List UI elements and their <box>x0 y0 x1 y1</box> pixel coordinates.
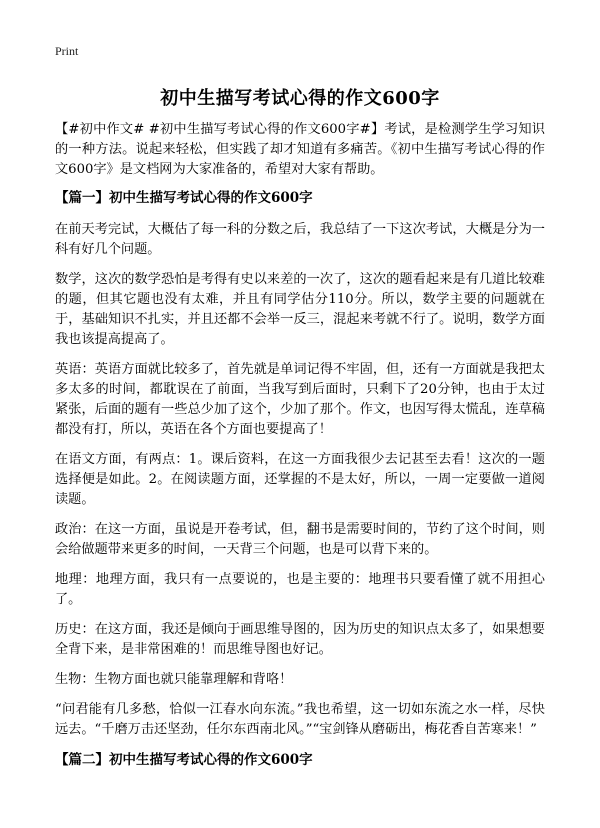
section-heading-1: 【篇一】初中生描写考试心得的作文600字 <box>55 190 313 206</box>
body-paragraph: 政治：在这一方面，虽说是开卷考试，但，翻书是需要时间的，节约了这个时间，则会给做题带来更多的时间，一天背三个问题，也是可以背下来的。 <box>55 522 545 557</box>
article-body <box>55 120 545 782</box>
page-title: 初中生描写考试心得的作文600字 <box>160 88 440 109</box>
section-heading-2: 【篇二】初中生描写考试心得的作文600字 <box>55 752 313 768</box>
body-paragraph: 地理：地理方面，我只有一点要说的，也是主要的：地理书只要看懂了就不用担心了。 <box>55 572 545 607</box>
body-paragraph: “问君能有几多愁，恰似一江春水向东流。”我也希望，这一切如东流之水一样，尽快远去。“千磨万击还坚劲，任尔东西南北风。”“宝剑锋从磨砺出，梅花香自苦寒来！” <box>55 702 545 737</box>
body-paragraph: 生物：生物方面也就只能靠理解和背咯！ <box>55 672 293 687</box>
body-paragraph: 在前天考完试，大概估了每一科的分数之后，我总结了一下这次考试，大概是分为一科有好几个问题。 <box>55 222 545 257</box>
body-paragraph: 数学，这次的数学恐怕是考得有史以来差的一次了，这次的题看起来是有几道比较难的题，但其它题也没有太难，并且有同学估分110分。所以，数学主要的问题就在于，基础知识不扎实，并且还都不会举一反三，混起来考就不行了。说明，数学方面我也该提高提高了。 <box>55 272 545 347</box>
body-paragraph: 历史：在这方面，我还是倾向于画思维导图的，因为历史的知识点太多了，如果想要全背下来，是非常困难的！而思维导图也好记。 <box>55 622 545 657</box>
intro-paragraph: 【#初中作文# #初中生描写考试心得的作文600字#】考试，是检测学生学习知识的一种方法。说起来轻松，但实践了却才知道有多痛苦。《初中生描写考试心得的作文600字》是文档网为大家准备的，希望对大家有帮助。 <box>55 122 545 177</box>
body-paragraph: 英语：英语方面就比较多了，首先就是单词记得不牢固，但，还有一方面就是我把太多太多的时间，都耽误在了前面，当我写到后面时，只剩下了20分钟，也由于太过紧张，后面的题有一些总少加了这个，少加了那个。作文，也因写得太慌乱，连草稿都没有打，所以，英语在各个方面也要提高了！ <box>55 362 545 437</box>
body-paragraph: 在语文方面，有两点：1。课后资料，在这一方面我很少去记甚至去看！这次的一题选择便是如此。2。在阅读题方面，还掌握的不是太好，所以，一周一定要做一道阅读题。 <box>55 452 545 507</box>
print-link[interactable]: Print <box>55 44 79 58</box>
